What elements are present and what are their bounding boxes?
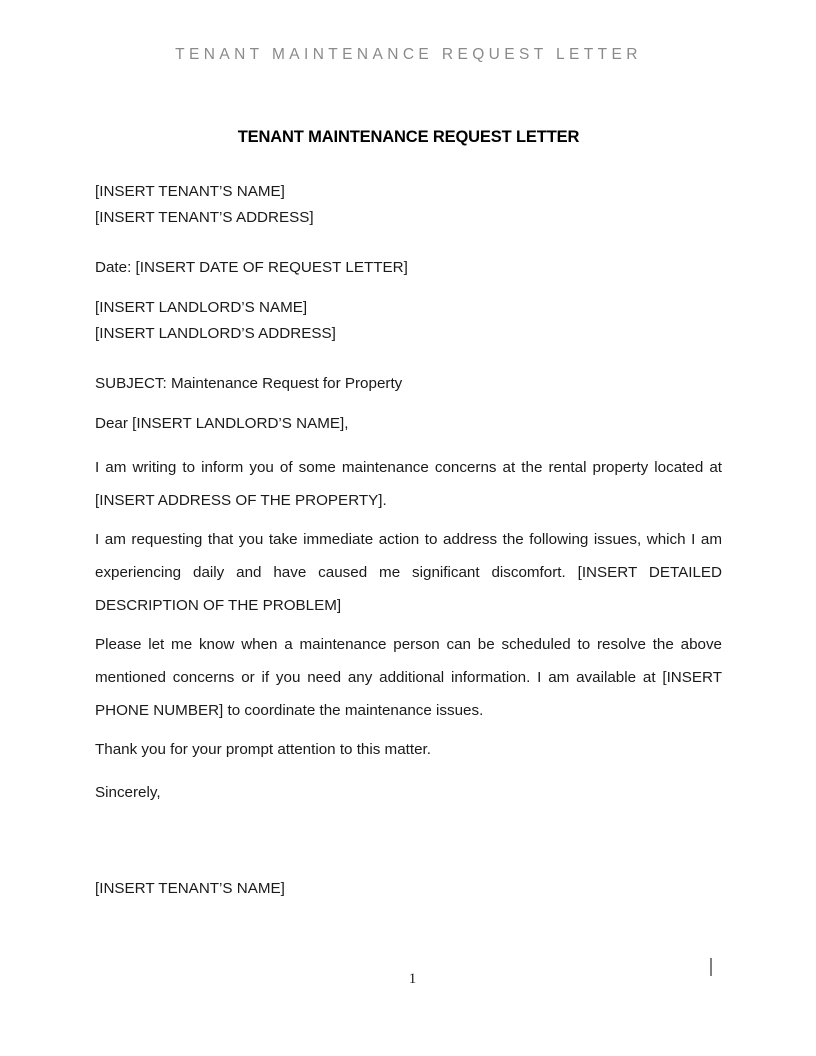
text-caret-marker xyxy=(710,958,712,976)
spacer xyxy=(95,397,722,411)
tenant-name-line: [INSERT TENANT’S NAME] xyxy=(95,183,285,200)
body-paragraph-2: I am requesting that you take immediate action to address the following issues, which I am experiencing daily and have caused me significant discomfort. [INSERT DETAILED DESCRIPTION OF THE PROBLEM] xyxy=(95,531,722,614)
spacer xyxy=(95,437,722,451)
salutation-line: Dear [INSERT LANDLORD’S NAME], xyxy=(95,415,349,432)
signature-name-line: [INSERT TENANT’S NAME] xyxy=(95,880,285,897)
page-number: 1 xyxy=(408,971,417,987)
letter-body xyxy=(95,179,722,902)
spacer xyxy=(95,281,722,295)
spacer xyxy=(95,231,722,255)
spacer xyxy=(95,347,722,371)
landlord-name-line: [INSERT LANDLORD’S NAME] xyxy=(95,299,308,316)
tenant-address-line: [INSERT TENANT’S ADDRESS] xyxy=(95,209,314,226)
body-paragraph-1: I am writing to inform you of some maintenance concerns at the rental property located at [INSERT ADDRESS OF THE PROPERTY]. xyxy=(95,459,722,509)
spacer xyxy=(95,766,722,780)
subject-line: SUBJECT: Maintenance Request for Property xyxy=(95,375,403,392)
closing-thanks-line: Thank you for your prompt attention to this matter. xyxy=(95,741,431,758)
date-line: Date: [INSERT DATE OF REQUEST LETTER] xyxy=(95,259,408,276)
landlord-address-line: [INSERT LANDLORD’S ADDRESS] xyxy=(95,325,336,342)
running-header: TENANT MAINTENANCE REQUEST LETTER xyxy=(175,46,642,63)
page-title: TENANT MAINTENANCE REQUEST LETTER xyxy=(237,128,580,146)
signature-space xyxy=(95,806,722,876)
closing-salutation-line: Sincerely, xyxy=(95,784,161,801)
body-paragraph-3: Please let me know when a maintenance person can be scheduled to resolve the above mentioned concerns or if you need any additional information. I am available at [INSERT PHONE NUMBER] to coordinate the maintenance issues. xyxy=(95,636,722,719)
